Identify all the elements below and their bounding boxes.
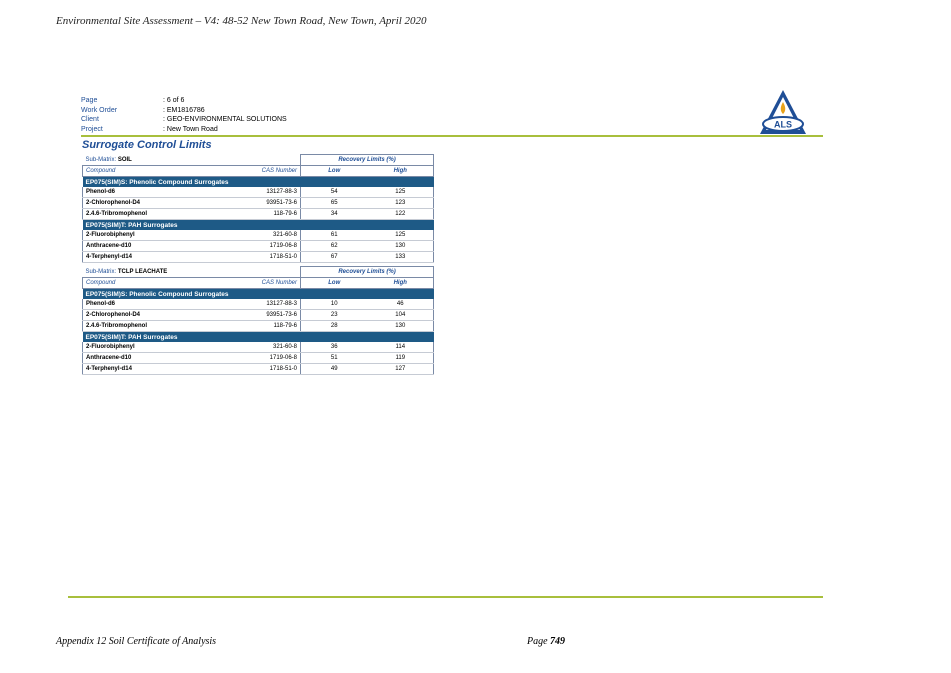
info-row-work-order bbox=[81, 106, 287, 116]
header-divider bbox=[81, 135, 823, 137]
project-label: Project bbox=[81, 125, 103, 133]
col-high: High bbox=[368, 278, 434, 289]
footer-appendix-label: Appendix 12 Soil Certificate of Analysis bbox=[56, 636, 217, 647]
client-label: Client bbox=[81, 116, 99, 123]
table-row: 2-Chlorophenol-D4 93951-73-6 65 123 bbox=[83, 198, 434, 209]
submatrix-label: Sub-Matrix: SOIL bbox=[85, 156, 132, 163]
col-cas-number: CAS Number bbox=[228, 278, 301, 289]
report-info-block bbox=[81, 96, 287, 134]
work-order-value: : EM1816786 bbox=[163, 106, 205, 114]
submatrix-value: TCLP LEACHATE bbox=[117, 268, 168, 275]
recovery-limits-header: Recovery Limits (%) bbox=[301, 267, 434, 278]
col-compound: Compound bbox=[83, 278, 228, 289]
col-low: Low bbox=[301, 278, 368, 289]
table-row: Phenol-d6 13127-88-3 54 125 bbox=[83, 187, 434, 198]
table-row: 2-Chlorophenol-D4 93951-73-6 23 104 bbox=[83, 310, 434, 321]
logo-text: ALS bbox=[774, 119, 792, 130]
project-value: : New Town Road bbox=[163, 125, 218, 133]
surrogate-table-soil bbox=[82, 154, 434, 263]
submatrix-row bbox=[83, 267, 434, 278]
col-compound: Compound bbox=[83, 166, 228, 177]
work-order-label: Work Order bbox=[81, 106, 118, 114]
page-value: : 6 of 6 bbox=[163, 97, 185, 104]
table-row: 4-Terphenyl-d14 1718-51-0 49 127 bbox=[83, 364, 434, 375]
info-row-client bbox=[81, 115, 287, 125]
info-row-project bbox=[81, 125, 287, 135]
table-row: Anthracene-d10 1719-06-8 62 130 bbox=[83, 241, 434, 252]
table-row: 2-Fluorobiphenyl 321-60-8 61 125 bbox=[83, 230, 434, 241]
table-row: 2-Fluorobiphenyl 321-60-8 36 114 bbox=[83, 342, 434, 353]
section-header: EP075(SIM)S: Phenolic Compound Surrogates bbox=[83, 177, 434, 188]
column-header-row bbox=[83, 166, 434, 177]
submatrix-row bbox=[83, 155, 434, 166]
table-row: 4-Terphenyl-d14 1718-51-0 67 133 bbox=[83, 252, 434, 263]
footer-page-number bbox=[527, 636, 565, 647]
table-row: 2.4.6-Tribromophenol 118-79-6 34 122 bbox=[83, 209, 434, 220]
section-header: EP075(SIM)T: PAH Surrogates bbox=[83, 220, 434, 231]
table-row: Phenol-d6 13127-88-3 10 46 bbox=[83, 299, 434, 310]
section-header: EP075(SIM)S: Phenolic Compound Surrogates bbox=[83, 289, 434, 300]
footer-divider bbox=[68, 596, 823, 598]
submatrix-value: SOIL bbox=[117, 156, 132, 163]
info-row-page bbox=[81, 96, 287, 106]
footer-page-value: 749 bbox=[550, 636, 566, 647]
table-row: 2.4.6-Tribromophenol 118-79-6 28 130 bbox=[83, 321, 434, 332]
column-header-row bbox=[83, 278, 434, 289]
page-label: Page bbox=[81, 97, 98, 104]
submatrix-label: Sub-Matrix: TCLP LEACHATE bbox=[85, 268, 168, 275]
col-high: High bbox=[368, 166, 434, 177]
section-header: EP075(SIM)T: PAH Surrogates bbox=[83, 332, 434, 343]
surrogate-table-tclp-leachate bbox=[82, 266, 434, 375]
col-low: Low bbox=[301, 166, 368, 177]
page-title: Surrogate Control Limits bbox=[82, 139, 212, 151]
col-cas-number: CAS Number bbox=[228, 166, 301, 177]
client-value: : GEO-ENVIRONMENTAL SOLUTIONS bbox=[163, 116, 287, 123]
table-row: Anthracene-d10 1719-06-8 51 119 bbox=[83, 353, 434, 364]
als-logo bbox=[758, 88, 808, 136]
document-header: Environmental Site Assessment – V4: 48-52 New Town Road, New Town, April 2020 bbox=[56, 15, 427, 27]
footer-page-label: Page bbox=[527, 636, 551, 647]
recovery-limits-header: Recovery Limits (%) bbox=[301, 155, 434, 166]
